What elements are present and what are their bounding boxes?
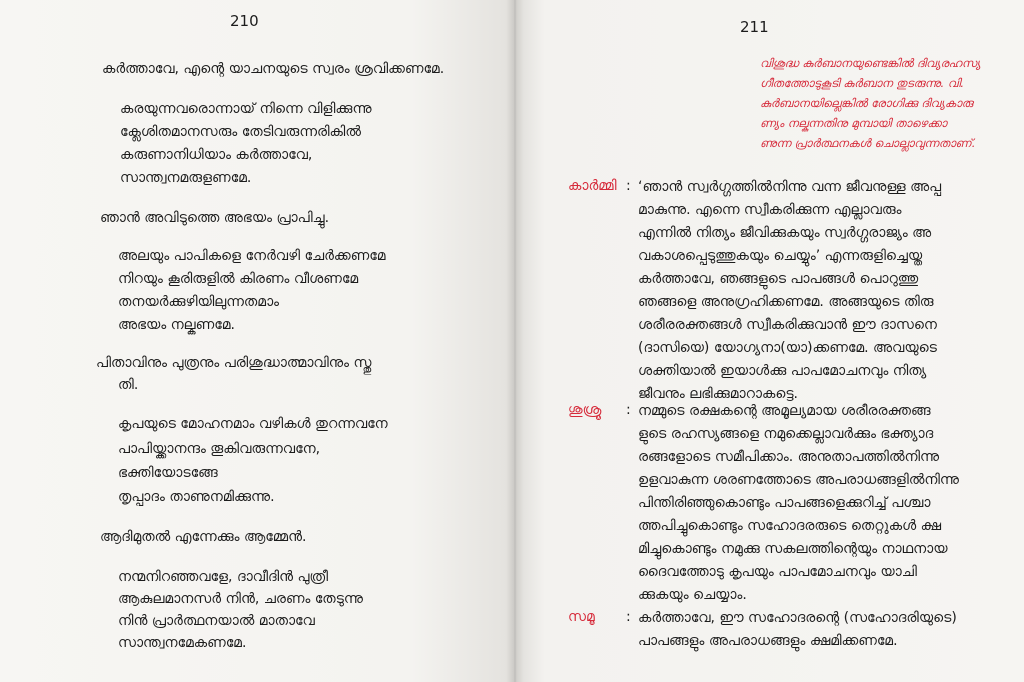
- hymn-line: കരുണാനിധിയാം കർത്താവേ,: [120, 147, 313, 163]
- prayer-line: ദൈവത്തോടു കൃപയും പാപമോചനവും യാചി: [638, 564, 917, 580]
- rubric-line: ണ്യം നല്കുന്നതിനു മുമ്പായി താഴെക്കാ: [760, 116, 947, 130]
- prayer-line: ളുടെ രഹസ്യങ്ങളെ നമുക്കെല്ലാവർക്കും ഭക്ത്യാദ: [638, 426, 934, 442]
- prayer-line: മിച്ചുകൊണ്ടും നമുക്കു സകലത്തിന്റെയും നാഥനായ: [638, 541, 948, 557]
- rubric-line: കുർബാനയില്ലെങ്കിൽ രോഗിക്കു ദിവ്യകാരു: [760, 96, 973, 110]
- hymn-line: നന്മനിറഞ്ഞവളേ, ദാവീദിൻ പുത്രീ: [118, 569, 329, 585]
- prayer-line: (ദാസിയെ) യോഗ്യനാ(യാ)ക്കണമേ. അവയുടെ: [638, 340, 937, 356]
- rubric-line: ഗീതത്തോടുകൂടി കുർബാന തുടരുന്നു. വി.: [760, 76, 965, 90]
- prayer-line: കർത്താവേ, ഞങ്ങളുടെ പാപങ്ങൾ പൊറുത്തു: [638, 271, 919, 287]
- hymn-line: സാന്ത്വനമേകണമേ.: [118, 635, 247, 651]
- prayer-line: പാപങ്ങളും അപരാധങ്ങളും ക്ഷമിക്കണമേ.: [638, 633, 898, 649]
- prayer-line: ഉളവാകുന്ന ശരണത്തോടെ അപരാധങ്ങളിൽനിന്നു: [638, 472, 959, 488]
- doxology-line: തി.: [118, 377, 139, 393]
- hymn-line: ആകുലമാനസർ നിൻ, ചരണം തേടുന്നു: [118, 591, 363, 607]
- hymn-line: കൃപയുടെ മോഹനമാം വഴികൾ തുറന്നവനേ: [118, 416, 388, 432]
- prayer-line: മാകുന്നു. എന്നെ സ്വീകരിക്കുന്ന എല്ലാവരും: [638, 202, 902, 218]
- hymn-line: കരയുന്നവരൊന്നായ് നിന്നെ വിളിക്കുന്നു: [120, 101, 372, 117]
- hymn-line: അലയും പാപികളെ നേർവഴി ചേർക്കണമേ: [118, 248, 386, 264]
- response-line: ആദിമുതൽ എന്നേക്കും ആമ്മേൻ.: [100, 529, 307, 545]
- right-page: [514, 0, 1024, 682]
- rubric-line: വിശുദ്ധ കുർബാനയുണ്ടെങ്കിൽ ദിവ്യരഹസ്യ: [760, 56, 981, 70]
- prayer-line: ത്തപിച്ചുകൊണ്ടും സഹോദരരുടെ തെറ്റുകൾ ക്ഷ: [638, 518, 942, 534]
- page-number-right: 211: [740, 18, 769, 36]
- hymn-line: തൃപ്പാദം താണുനമിക്കുന്നു.: [118, 489, 275, 505]
- prayer-line: കർത്താവേ, ഈ സഹോദരന്റെ (സഹോദരിയുടെ): [638, 610, 957, 626]
- hymn-line: സാന്ത്വനമരുളണമേ.: [120, 170, 252, 186]
- prayer-line: നമ്മുടെ രക്ഷകന്റെ അമൂല്യമായ ശരീരരക്തങ്ങ: [638, 403, 931, 419]
- response-line: കർത്താവേ, എന്റെ യാചനയുടെ സ്വരം ശ്രവിക്കണമേ.: [102, 61, 445, 77]
- rubric-line: ണുന്ന പ്രാർത്ഥനകൾ ചൊല്ലാവുന്നതാണ്.: [760, 136, 976, 150]
- speaker-label-deacon: ശുശ്രൂ: [568, 402, 602, 418]
- prayer-line: ശക്തിയാൽ ഇയാൾക്കു പാപമോചനവും നിത്യ: [638, 363, 927, 379]
- prayer-line: പിന്തിരിഞ്ഞുകൊണ്ടും പാപങ്ങളെക്കുറിച്ച് പശ്ചാ: [638, 495, 931, 511]
- prayer-line: ‘ഞാൻ സ്വർഗ്ഗത്തിൽനിന്നു വന്ന ജീവനുള്ള അപ്പ: [638, 179, 942, 195]
- speaker-colon: :: [626, 609, 631, 625]
- response-line: ഞാൻ അവിടുത്തെ അഭയം പ്രാപിച്ചു.: [100, 210, 330, 226]
- hymn-line: ഭക്തിയോടങ്ങേ: [118, 465, 218, 481]
- prayer-line: ക്കുകയും ചെയ്യാം.: [638, 587, 747, 603]
- page-number-left: 210: [230, 12, 259, 30]
- speaker-colon: :: [626, 178, 631, 194]
- doxology-line: പിതാവിനും പുത്രനും പരിശുദ്ധാത്മാവിനും സ്തു: [96, 355, 372, 371]
- hymn-line: അഭയം നല്കണമേ.: [118, 317, 235, 333]
- hymn-line: തനയർക്കുഴിയിലുന്നതമാം: [118, 294, 280, 310]
- prayer-line: ഞങ്ങളെ അനുഗ്രഹിക്കണമേ. അങ്ങയുടെ തിരു: [638, 294, 934, 310]
- hymn-line: നിറയും കൂരിരുളിൽ കിരണം വീശണമേ: [118, 271, 359, 287]
- speaker-colon: :: [626, 402, 631, 418]
- hymn-line: നിൻ പ്രാർത്ഥനയാൽ മാതാവേ: [118, 613, 315, 629]
- prayer-line: എന്നിൽ നിത്യം ജീവിക്കുകയും സ്വർഗ്ഗരാജ്യം അ: [638, 225, 932, 241]
- hymn-line: പാപിയ്ക്കാനന്ദം തൂകിവരുന്നവനേ,: [118, 441, 321, 457]
- prayer-line: ശരീരരക്തങ്ങൾ സ്വീകരിക്കുവാൻ ഈ ദാസനെ: [638, 317, 937, 333]
- speaker-label-celebrant: കാർമ്മി: [568, 178, 617, 194]
- book-gutter: [506, 0, 524, 682]
- speaker-label-community: സമൂ: [568, 609, 595, 625]
- prayer-line: ജീവനും ലഭിക്കുമാറാകട്ടെ.: [638, 386, 798, 402]
- prayer-line: രങ്ങളോടെ സമീപിക്കാം. അനുതാപത്തിൽനിന്നു: [638, 449, 940, 465]
- hymn-line: ക്ലേശിതമാനസരും തേടിവരുന്നരികിൽ: [120, 124, 361, 140]
- prayer-line: വകാശപ്പെടുത്തുകയും ചെയ്യും’ എന്നരുളിച്ചെയ്ത: [638, 248, 923, 264]
